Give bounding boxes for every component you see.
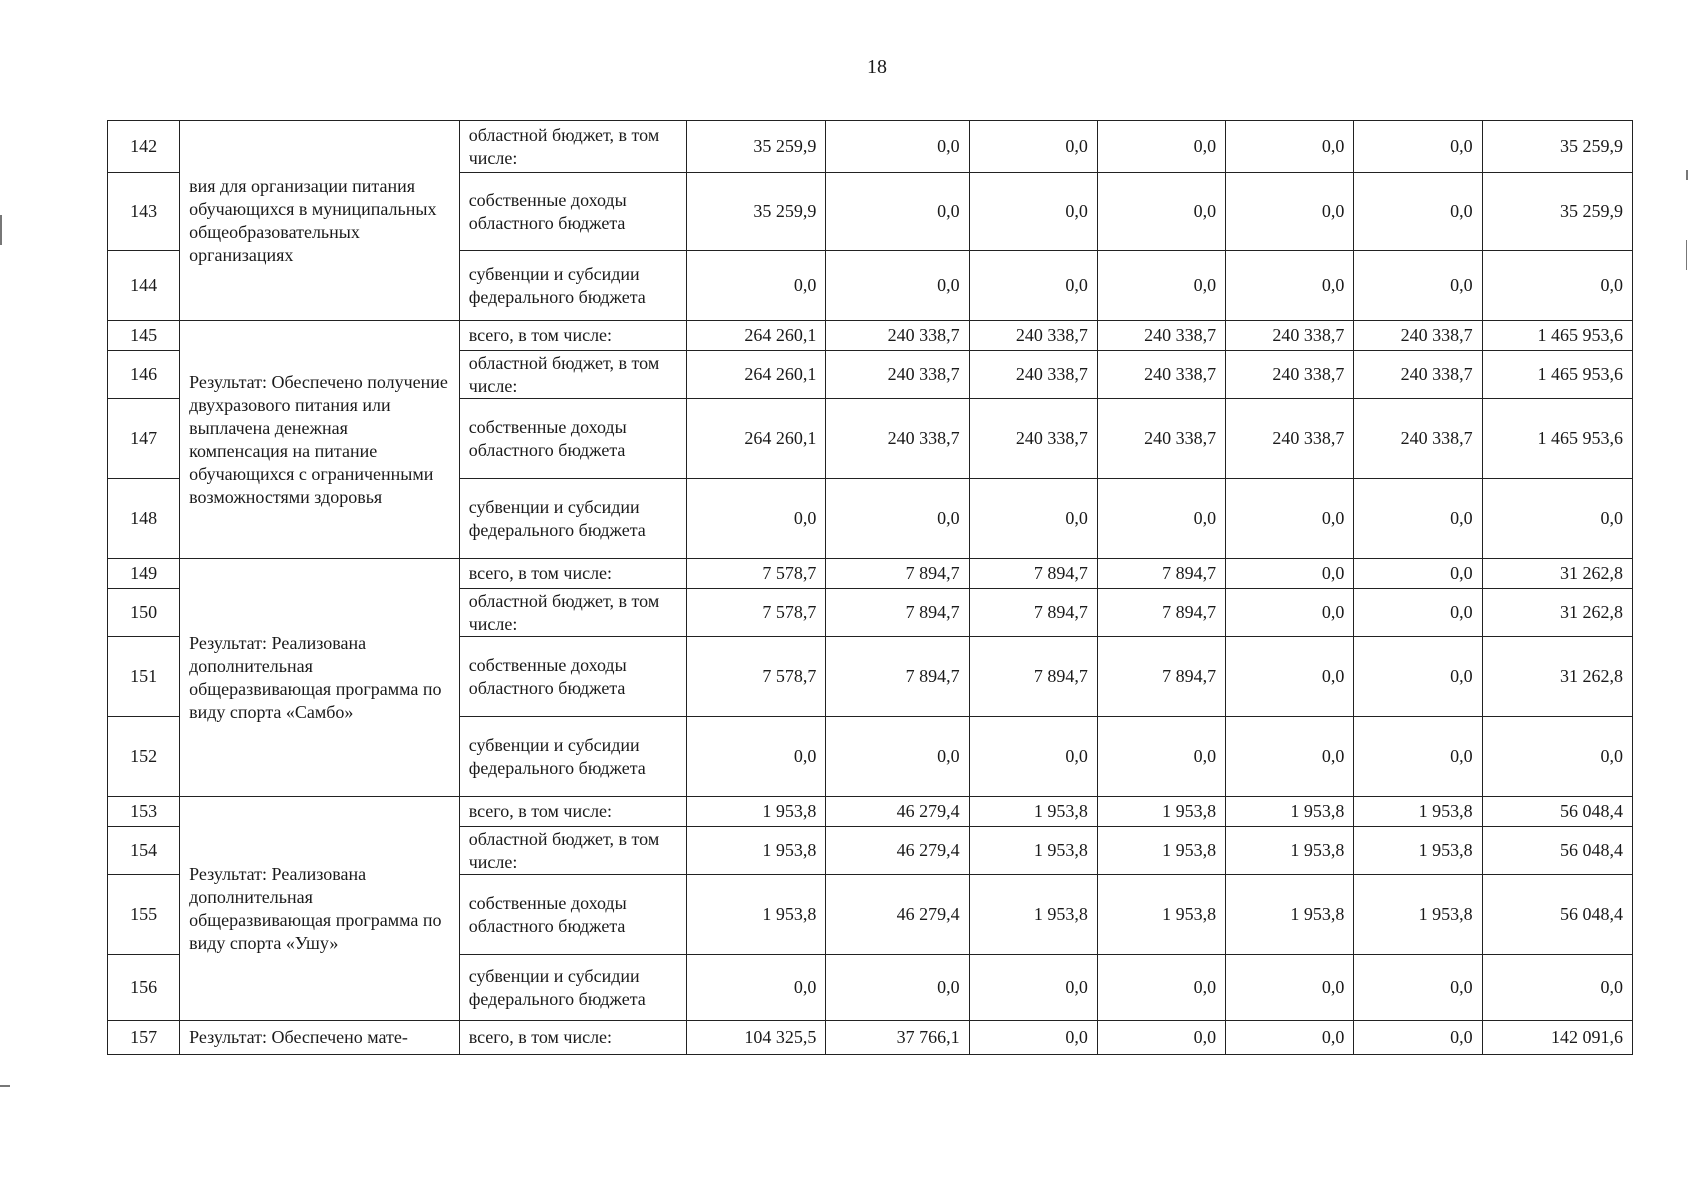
value-total: 31 262,8: [1482, 559, 1632, 589]
value-cell: 240 338,7: [1226, 351, 1354, 399]
value-cell: 0,0: [687, 717, 826, 797]
value-cell: 7 578,7: [687, 589, 826, 637]
value-cell: 0,0: [969, 121, 1097, 173]
row-number: 147: [108, 399, 180, 479]
value-cell: 264 260,1: [687, 351, 826, 399]
result-description: Результат: Обеспечено получение двухразового питания или выплачена денежная компенсация на питание обучающихся с ограниченными возможностями здоровья: [180, 321, 460, 559]
value-cell: 46 279,4: [826, 797, 969, 827]
value-cell: 0,0: [969, 251, 1097, 321]
funding-source: всего, в том числе:: [459, 797, 686, 827]
scan-edge-mark-right-2: [1686, 240, 1687, 270]
row-number: 142: [108, 121, 180, 173]
value-cell: 240 338,7: [826, 399, 969, 479]
table-row: [108, 121, 1633, 173]
funding-source: субвенции и субсидии федерального бюджета: [459, 479, 686, 559]
value-cell: 0,0: [687, 251, 826, 321]
value-total: 0,0: [1482, 955, 1632, 1021]
value-cell: 7 894,7: [969, 637, 1097, 717]
funding-source: собственные доходы областного бюджета: [459, 399, 686, 479]
value-cell: 1 953,8: [1354, 875, 1482, 955]
row-number: 157: [108, 1021, 180, 1055]
value-cell: 1 953,8: [969, 797, 1097, 827]
funding-source: всего, в том числе:: [459, 559, 686, 589]
value-cell: 0,0: [1097, 955, 1225, 1021]
value-cell: 0,0: [1354, 479, 1482, 559]
value-cell: 35 259,9: [687, 121, 826, 173]
budget-table: [107, 120, 1633, 1055]
value-cell: 0,0: [826, 955, 969, 1021]
scan-edge-mark-right: [1686, 170, 1688, 180]
value-total: 142 091,6: [1482, 1021, 1632, 1055]
value-cell: 240 338,7: [1354, 351, 1482, 399]
row-number: 145: [108, 321, 180, 351]
value-cell: 0,0: [1097, 173, 1225, 251]
scan-edge-mark-bottom-left: [0, 1085, 10, 1087]
value-cell: 240 338,7: [1097, 321, 1225, 351]
value-cell: 0,0: [1354, 121, 1482, 173]
value-cell: 7 894,7: [826, 589, 969, 637]
funding-source: областной бюджет, в том числе:: [459, 589, 686, 637]
value-cell: 240 338,7: [1097, 399, 1225, 479]
value-cell: 0,0: [1354, 955, 1482, 1021]
value-cell: 0,0: [1354, 589, 1482, 637]
value-cell: 0,0: [969, 479, 1097, 559]
value-cell: 1 953,8: [687, 875, 826, 955]
value-cell: 0,0: [826, 251, 969, 321]
row-number: 143: [108, 173, 180, 251]
funding-source: собственные доходы областного бюджета: [459, 637, 686, 717]
value-total: 56 048,4: [1482, 875, 1632, 955]
row-number: 149: [108, 559, 180, 589]
value-cell: 1 953,8: [1226, 827, 1354, 875]
value-cell: 0,0: [1354, 559, 1482, 589]
value-cell: 0,0: [1226, 1021, 1354, 1055]
value-cell: 0,0: [826, 173, 969, 251]
value-cell: 0,0: [826, 479, 969, 559]
value-cell: 0,0: [1097, 717, 1225, 797]
row-number: 150: [108, 589, 180, 637]
value-cell: 0,0: [1354, 173, 1482, 251]
row-number: 154: [108, 827, 180, 875]
value-cell: 104 325,5: [687, 1021, 826, 1055]
value-cell: 1 953,8: [969, 827, 1097, 875]
funding-source: областной бюджет, в том числе:: [459, 351, 686, 399]
value-total: 0,0: [1482, 251, 1632, 321]
value-cell: 240 338,7: [1226, 321, 1354, 351]
funding-source: субвенции и субсидии федерального бюджета: [459, 717, 686, 797]
value-cell: 7 894,7: [969, 559, 1097, 589]
value-cell: 1 953,8: [1097, 827, 1225, 875]
row-number: 153: [108, 797, 180, 827]
value-cell: 1 953,8: [1097, 875, 1225, 955]
value-cell: 1 953,8: [687, 827, 826, 875]
value-cell: 0,0: [1354, 251, 1482, 321]
value-cell: 1 953,8: [1226, 875, 1354, 955]
funding-source: собственные доходы областного бюджета: [459, 173, 686, 251]
value-cell: 240 338,7: [1226, 399, 1354, 479]
row-number: 155: [108, 875, 180, 955]
value-total: 31 262,8: [1482, 637, 1632, 717]
value-total: 0,0: [1482, 717, 1632, 797]
table-row: [108, 1021, 1633, 1055]
value-cell: 0,0: [1097, 251, 1225, 321]
row-number: 148: [108, 479, 180, 559]
result-description: Результат: Обеспечено мате-: [180, 1021, 460, 1055]
value-total: 35 259,9: [1482, 121, 1632, 173]
table-row: [108, 797, 1633, 827]
value-cell: 0,0: [1226, 717, 1354, 797]
value-cell: 35 259,9: [687, 173, 826, 251]
page-number: 18: [867, 56, 887, 78]
value-cell: 264 260,1: [687, 321, 826, 351]
funding-source: областной бюджет, в том числе:: [459, 121, 686, 173]
row-number: 156: [108, 955, 180, 1021]
value-cell: 0,0: [1226, 251, 1354, 321]
table-row: [108, 321, 1633, 351]
result-description: Результат: Реализована дополнительная общеразвивающая программа по виду спорта «Ушу»: [180, 797, 460, 1021]
value-cell: 0,0: [826, 121, 969, 173]
value-cell: 0,0: [826, 717, 969, 797]
funding-source: собственные доходы областного бюджета: [459, 875, 686, 955]
row-number: 144: [108, 251, 180, 321]
value-cell: 0,0: [1354, 637, 1482, 717]
result-description: Результат: Реализована дополнительная общеразвивающая программа по виду спорта «Самбо»: [180, 559, 460, 797]
value-total: 31 262,8: [1482, 589, 1632, 637]
value-cell: 240 338,7: [1354, 399, 1482, 479]
value-cell: 0,0: [1226, 559, 1354, 589]
value-cell: 0,0: [1226, 121, 1354, 173]
value-cell: 240 338,7: [969, 399, 1097, 479]
value-cell: 1 953,8: [1354, 827, 1482, 875]
value-cell: 1 953,8: [1226, 797, 1354, 827]
value-total: 56 048,4: [1482, 827, 1632, 875]
funding-source: всего, в том числе:: [459, 321, 686, 351]
value-cell: 7 894,7: [1097, 589, 1225, 637]
row-number: 146: [108, 351, 180, 399]
value-cell: 7 894,7: [1097, 637, 1225, 717]
value-cell: 7 894,7: [826, 637, 969, 717]
value-cell: 7 578,7: [687, 559, 826, 589]
row-number: 152: [108, 717, 180, 797]
value-cell: 7 894,7: [826, 559, 969, 589]
scan-edge-mark-left: [0, 215, 2, 245]
value-total: 1 465 953,6: [1482, 321, 1632, 351]
value-cell: 0,0: [1226, 955, 1354, 1021]
value-cell: 0,0: [687, 479, 826, 559]
funding-source: субвенции и субсидии федерального бюджета: [459, 251, 686, 321]
value-cell: 0,0: [1097, 121, 1225, 173]
value-cell: 0,0: [687, 955, 826, 1021]
value-total: 56 048,4: [1482, 797, 1632, 827]
value-cell: 0,0: [969, 1021, 1097, 1055]
value-total: 35 259,9: [1482, 173, 1632, 251]
value-cell: 0,0: [1226, 479, 1354, 559]
value-cell: 240 338,7: [969, 321, 1097, 351]
value-cell: 37 766,1: [826, 1021, 969, 1055]
funding-source: всего, в том числе:: [459, 1021, 686, 1055]
value-cell: 0,0: [969, 173, 1097, 251]
value-cell: 0,0: [1226, 637, 1354, 717]
value-total: 1 465 953,6: [1482, 351, 1632, 399]
value-cell: 1 953,8: [687, 797, 826, 827]
value-cell: 240 338,7: [1097, 351, 1225, 399]
value-cell: 1 953,8: [1354, 797, 1482, 827]
table-body: [108, 121, 1633, 1055]
value-cell: 1 953,8: [969, 875, 1097, 955]
funding-source: областной бюджет, в том числе:: [459, 827, 686, 875]
funding-source: субвенции и субсидии федерального бюджета: [459, 955, 686, 1021]
value-total: 1 465 953,6: [1482, 399, 1632, 479]
value-cell: 240 338,7: [1354, 321, 1482, 351]
value-cell: 0,0: [1226, 173, 1354, 251]
value-cell: 1 953,8: [1097, 797, 1225, 827]
value-cell: 240 338,7: [826, 321, 969, 351]
value-cell: 0,0: [1226, 589, 1354, 637]
value-total: 0,0: [1482, 479, 1632, 559]
value-cell: 0,0: [1097, 479, 1225, 559]
value-cell: 7 894,7: [969, 589, 1097, 637]
row-number: 151: [108, 637, 180, 717]
table-row: [108, 559, 1633, 589]
value-cell: 0,0: [969, 955, 1097, 1021]
value-cell: 0,0: [1354, 1021, 1482, 1055]
value-cell: 46 279,4: [826, 827, 969, 875]
value-cell: 240 338,7: [969, 351, 1097, 399]
value-cell: 0,0: [969, 717, 1097, 797]
value-cell: 240 338,7: [826, 351, 969, 399]
value-cell: 0,0: [1354, 717, 1482, 797]
value-cell: 0,0: [1097, 1021, 1225, 1055]
value-cell: 46 279,4: [826, 875, 969, 955]
value-cell: 264 260,1: [687, 399, 826, 479]
value-cell: 7 894,7: [1097, 559, 1225, 589]
value-cell: 7 578,7: [687, 637, 826, 717]
result-description: вия для организации питания обучающихся в муниципальных общеобразовательных организациях: [180, 121, 460, 321]
